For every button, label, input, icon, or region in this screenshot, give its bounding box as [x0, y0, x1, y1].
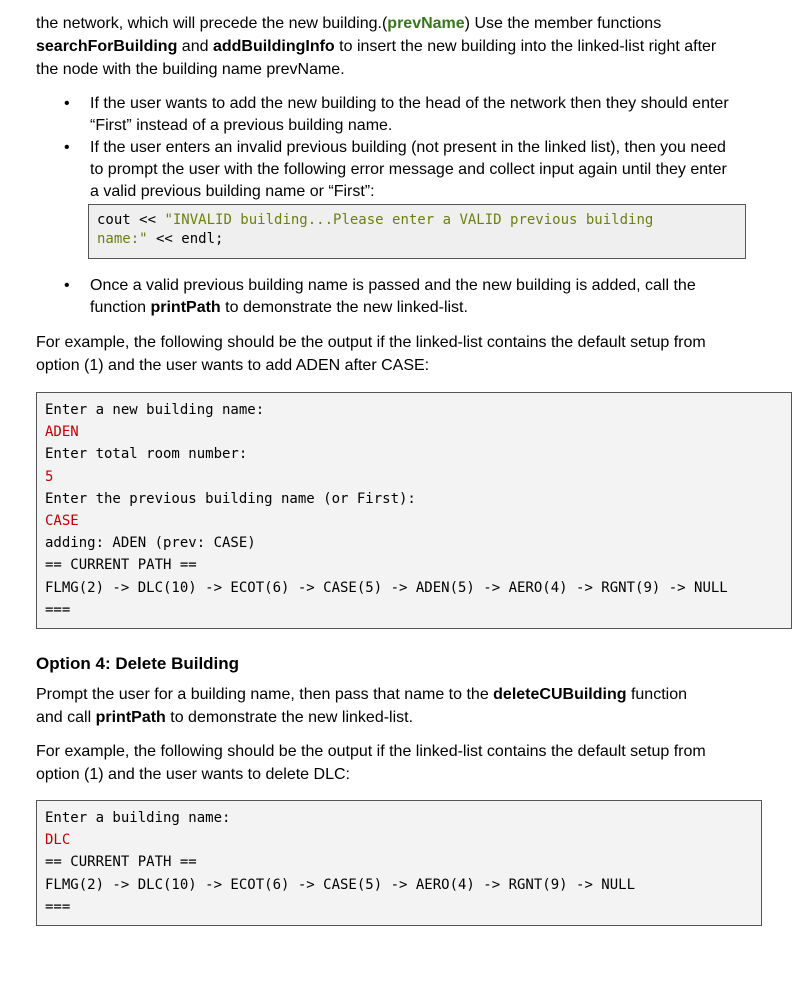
t2-input-name: DLC — [45, 832, 71, 849]
bullet-invalid-building — [36, 137, 730, 203]
opt4-desc-mid: function — [626, 686, 687, 703]
t2-prompt-name: Enter a building name: — [45, 810, 231, 826]
t1-adding: adding: ADEN (prev: CASE) — [45, 535, 256, 552]
prevname-highlight: prevName — [387, 15, 465, 32]
example-1-text: For example, the following should be the output if the linked-list contains the default setup from option (1) and the user wants to add ADEN after CASE: — [36, 334, 706, 374]
terminal-output-add — [36, 392, 792, 629]
func-print-path: printPath — [150, 299, 221, 316]
terminal-output-delete — [36, 800, 762, 926]
option-4-heading: Option 4: Delete Building — [36, 654, 240, 673]
error-message-code-block — [88, 204, 746, 259]
code-string-2: name:" — [97, 231, 148, 247]
t1-prompt-name: Enter a new building name: — [45, 402, 265, 418]
intro-paragraph — [36, 12, 776, 81]
bullet-list-2 — [36, 275, 730, 319]
t1-input-name: ADEN — [45, 424, 79, 441]
t1-input-rooms: 5 — [45, 468, 54, 485]
t1-end: === — [45, 601, 71, 618]
bullet-first-option — [36, 93, 730, 137]
t2-path: FLMG(2) -> DLC(10) -> ECOT(6) -> CASE(5) -> AERO(4) -> RGNT(9) -> NULL — [45, 876, 636, 893]
t1-path: FLMG(2) -> DLC(10) -> ECOT(6) -> CASE(5) -> ADEN(5) -> AERO(4) -> RGNT(9) -> NULL — [45, 579, 728, 596]
func-add-building-info: addBuildingInfo — [212, 38, 335, 55]
bullet-print-path — [36, 275, 730, 319]
t1-prompt-rooms: Enter total room number: — [45, 446, 248, 463]
example-2-text: For example, the following should be the output if the linked-list contains the default setup from option (1) and the user wants to delete DLC: — [36, 743, 706, 783]
t1-input-prev: CASE — [45, 513, 79, 530]
bullet-list — [36, 93, 730, 203]
bullet-3-pre: Once a valid previous building name is passed and the new building is added, call the function — [90, 277, 696, 316]
t1-prompt-prev: Enter the previous building name (or First): — [45, 490, 416, 507]
intro-text-3: to insert the new building into the linked-list right after — [334, 38, 717, 55]
option-4-description — [36, 683, 736, 729]
func-print-path-2: printPath — [95, 709, 166, 726]
opt4-desc-and: and call — [36, 709, 96, 726]
opt4-desc-post: to demonstrate the new linked-list. — [165, 709, 414, 726]
intro-text-1: the network, which will precede the new building.( — [36, 15, 388, 32]
bullet-2-text: If the user enters an invalid previous building (not present in the linked list), then you need to prompt the user with the following error message and collect input again until they enter a valid previous building name or “First”: — [90, 139, 727, 200]
code-string-1: "INVALID building...Please enter a VALID previous building — [164, 212, 654, 228]
bullet-1-text: If the user wants to add the new building to the head of the network then they should enter “First” instead of a previous building name. — [90, 95, 729, 134]
intro-and: and — [177, 38, 213, 55]
opt4-desc-pre: Prompt the user for a building name, then pass that name to the — [36, 686, 494, 703]
t1-path-header: == CURRENT PATH == — [45, 557, 197, 574]
intro-text-2: ) Use the member functions — [464, 15, 662, 32]
func-search-for-building: searchForBuilding — [36, 38, 178, 55]
code-endl: << endl; — [147, 231, 224, 247]
t2-path-header: == CURRENT PATH == — [45, 854, 197, 871]
code-cout: cout << — [97, 212, 165, 228]
bullet-3-post: to demonstrate the new linked-list. — [220, 299, 468, 316]
func-delete-cu-building: deleteCUBuilding — [493, 686, 627, 703]
intro-text-4: the node with the building name prevName. — [36, 61, 345, 78]
t2-end: === — [45, 898, 71, 915]
